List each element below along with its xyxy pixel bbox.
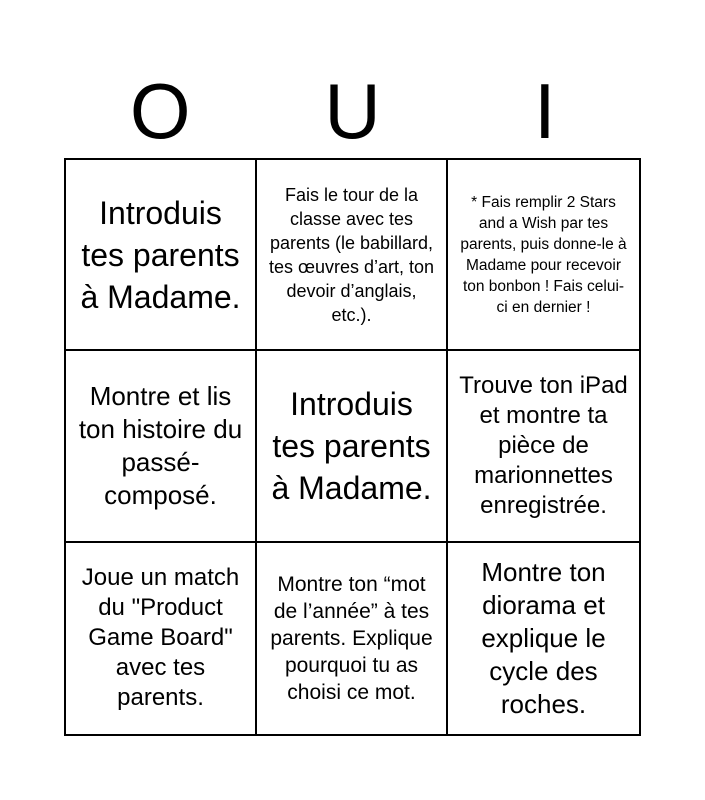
bingo-cell-text: Introduis tes parents à Madame. bbox=[80, 194, 241, 315]
bingo-grid bbox=[64, 158, 641, 736]
bingo-cell-6[interactable] bbox=[448, 351, 639, 542]
bingo-cell-9[interactable] bbox=[448, 543, 639, 734]
bingo-cell-text: Montre et lis ton histoire du passé-composé. bbox=[78, 380, 243, 510]
bingo-cell-2[interactable] bbox=[257, 160, 448, 351]
header-letter-i: I bbox=[533, 67, 556, 155]
bingo-cell-5[interactable] bbox=[257, 351, 448, 542]
bingo-cell-text: * Fais remplir 2 Stars and a Wish par tes parents, puis donne-le à Madame pour recevoir ton bonbon ! Fais celui-ci en dernier ! bbox=[460, 193, 627, 316]
bingo-cell-4[interactable] bbox=[66, 351, 257, 542]
bingo-cell-text: Joue un match du "Product Game Board" avec tes parents. bbox=[81, 564, 240, 712]
bingo-cell-text: Introduis tes parents à Madame. bbox=[271, 385, 432, 506]
bingo-cell-text: Fais le tour de la classe avec tes parents (le babillard, tes œuvres d’art, ton devoir d’anglais, etc.). bbox=[268, 184, 435, 325]
bingo-header bbox=[64, 66, 641, 156]
header-letter-u: U bbox=[324, 67, 381, 155]
bingo-cell-7[interactable] bbox=[66, 543, 257, 734]
bingo-cell-8[interactable] bbox=[257, 543, 448, 734]
header-letter-o: O bbox=[129, 67, 191, 155]
bingo-cell-text: Trouve ton iPad et montre ta pièce de marionnettes enregistrée. bbox=[459, 371, 628, 519]
bingo-cell-text: Montre ton “mot de l’année” à tes parents. Explique pourquoi tu as choisi ce mot. bbox=[270, 572, 433, 704]
bingo-cell-1[interactable] bbox=[66, 160, 257, 351]
bingo-cell-3[interactable] bbox=[448, 160, 639, 351]
bingo-cell-text: Montre ton diorama et explique le cycle des roches. bbox=[481, 556, 606, 719]
